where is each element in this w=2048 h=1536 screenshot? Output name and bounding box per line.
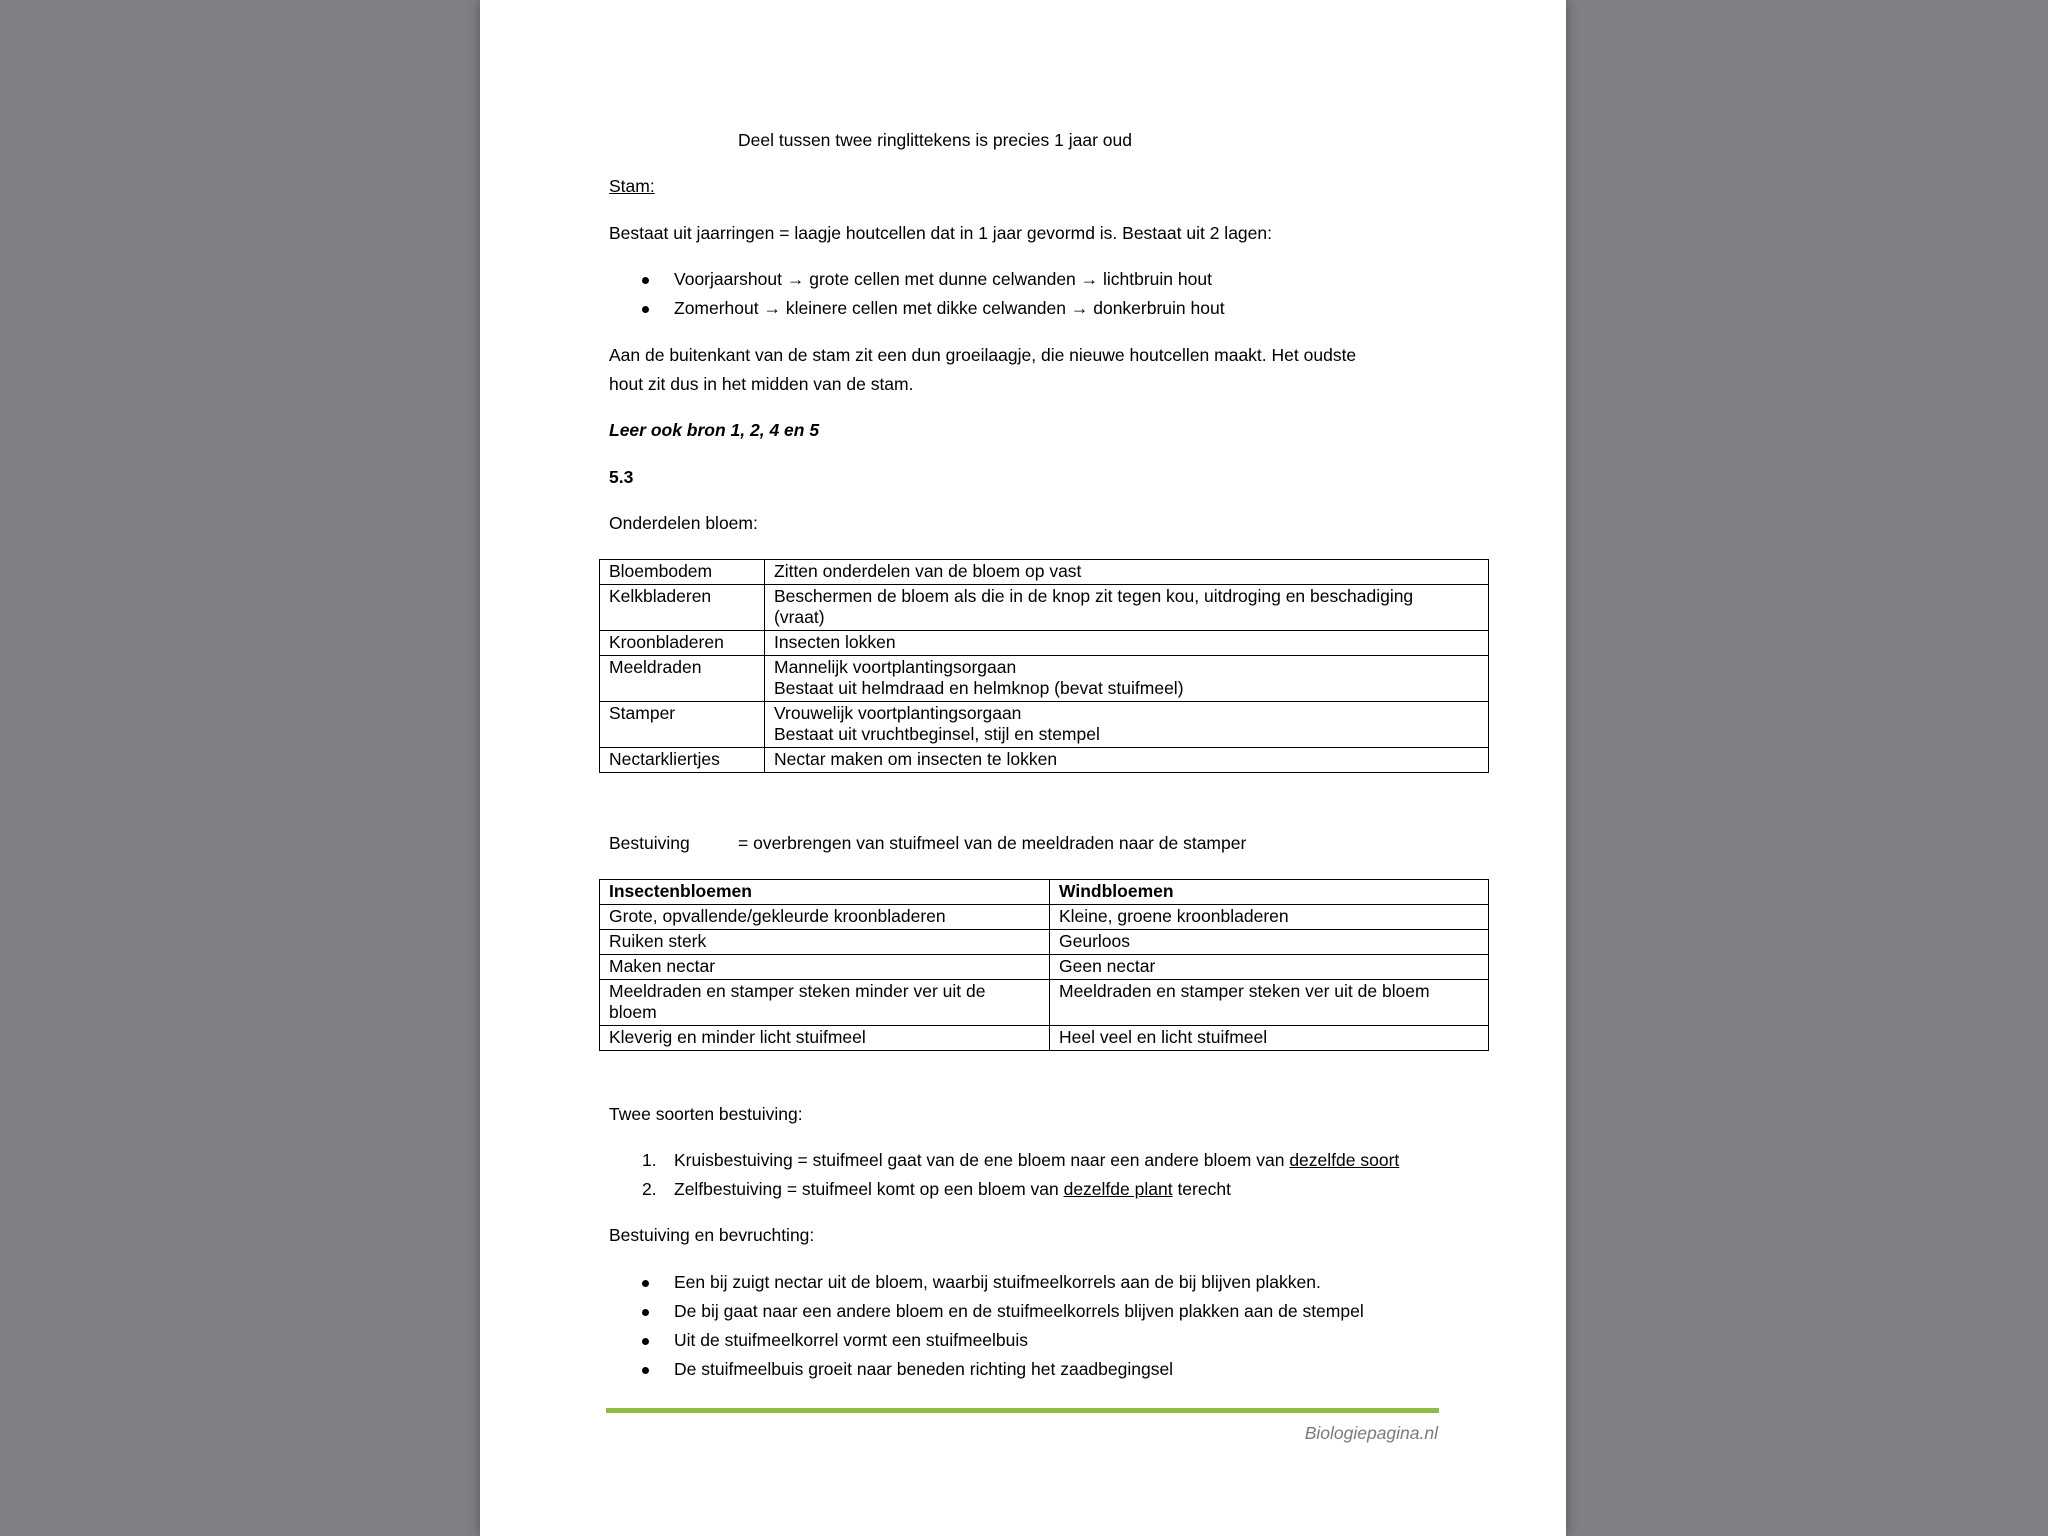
list-item-text (674, 1179, 1231, 1200)
part-description: Zitten onderdelen van de bloem op vast (774, 561, 1082, 581)
underlined-text: dezelfde plant (1063, 1179, 1173, 1199)
bullet-icon (642, 1280, 649, 1287)
part-description: (vraat) (774, 607, 825, 627)
part-name: Bloembodem (609, 561, 713, 581)
list-item-text: Zomerhout → kleinere cellen met dikke celwanden → donkerbruin hout (674, 298, 1225, 318)
part-name: Kelkbladeren (609, 586, 712, 606)
part-description: Bestaat uit vruchtbeginsel, stijl en stempel (774, 724, 1100, 744)
year-segment-line: Deel tussen twee ringlittekens is precies 1 jaar oud (738, 130, 1132, 150)
list-number: 2. (642, 1179, 657, 1199)
bullet-icon (642, 306, 649, 313)
wind-cell (1050, 930, 1489, 955)
underlined-text: dezelfde soort (1289, 1150, 1400, 1170)
column-header (1050, 880, 1489, 905)
table-row (600, 1026, 1489, 1051)
wind-cell (1050, 955, 1489, 980)
wind-cell (1050, 905, 1489, 930)
insect-cell (600, 930, 1050, 955)
text-segment: Kruisbestuiving = stuifmeel gaat van de ene bloem naar een andere bloem van (674, 1150, 1290, 1170)
list-item-text: Uit de stuifmeelkorrel vormt een stuifmeelbuis (674, 1330, 1029, 1350)
part-description-cell (765, 585, 1489, 631)
cell-text: Ruiken sterk (609, 931, 707, 951)
insect-cell (600, 955, 1050, 980)
part-description-cell (765, 656, 1489, 702)
flower-parts-table (599, 559, 1489, 773)
footer-site-name: Biologiepagina.nl (1304, 1423, 1438, 1443)
bullet-icon (642, 1338, 649, 1345)
list-item-text: Een bij zuigt nectar uit de bloem, waarbij stuifmeelkorrels aan de bij blijven plakken. (674, 1272, 1321, 1292)
table-header-row (600, 880, 1489, 905)
column-header (600, 880, 1050, 905)
pollination-types-heading: Twee soorten bestuiving: (609, 1104, 803, 1124)
part-description-cell (765, 560, 1489, 585)
part-description: Nectar maken om insecten te lokken (774, 749, 1058, 769)
list-item-text (674, 1150, 1399, 1171)
list-item-text: De bij gaat naar een andere bloem en de stuifmeelkorrels blijven plakken aan de stempel (674, 1301, 1364, 1321)
stam-heading: Stam: (609, 176, 655, 196)
table-row (600, 930, 1489, 955)
part-name-cell (600, 585, 765, 631)
cell-text: Kleverig en minder licht stuifmeel (609, 1027, 866, 1047)
wind-cell (1050, 980, 1489, 1026)
cell-text: Grote, opvallende/gekleurde kroonbladeren (609, 906, 946, 926)
part-name-cell (600, 560, 765, 585)
table-row (600, 980, 1489, 1026)
table-row (600, 748, 1489, 773)
section-number: 5.3 (609, 467, 634, 487)
cell-text: bloem (609, 1002, 657, 1022)
part-description-cell (765, 748, 1489, 773)
part-description: Beschermen de bloem als die in de knop zit tegen kou, uitdroging en beschadiging (774, 586, 1414, 606)
table-row (600, 560, 1489, 585)
part-description: Mannelijk voortplantingsorgaan (774, 657, 1017, 677)
insect-cell (600, 905, 1050, 930)
table-row (600, 702, 1489, 748)
cell-text: Heel veel en licht stuifmeel (1059, 1027, 1268, 1047)
wind-cell (1050, 1026, 1489, 1051)
table-row (600, 955, 1489, 980)
part-name: Stamper (609, 703, 676, 723)
table-row (600, 656, 1489, 702)
footer-rule (606, 1408, 1439, 1413)
stam-paragraph-line-2: hout zit dus in het midden van de stam. (609, 374, 914, 394)
part-name-cell (600, 656, 765, 702)
part-description: Bestaat uit helmdraad en helmknop (bevat stuifmeel) (774, 678, 1184, 698)
study-note: Leer ook bron 1, 2, 4 en 5 (609, 420, 820, 440)
part-description: Insecten lokken (774, 632, 896, 652)
document-page (480, 0, 1566, 1536)
bullet-icon (642, 277, 649, 284)
text-segment: terecht (1172, 1179, 1231, 1199)
part-name-cell (600, 702, 765, 748)
cell-text: Geurloos (1059, 931, 1131, 951)
cell-text: Meeldraden en stamper steken ver uit de bloem (1059, 981, 1430, 1001)
part-description-cell (765, 702, 1489, 748)
table-row (600, 631, 1489, 656)
part-name-cell (600, 631, 765, 656)
pollination-definition: = overbrengen van stuifmeel van de meeldraden naar de stamper (738, 833, 1247, 853)
part-name: Meeldraden (609, 657, 702, 677)
cell-text: Kleine, groene kroonbladeren (1059, 906, 1289, 926)
table-row (600, 905, 1489, 930)
text-segment: Zelfbestuiving = stuifmeel komt op een bloem van (674, 1179, 1064, 1199)
list-item-text: De stuifmeelbuis groeit naar beneden richting het zaadbegingsel (674, 1359, 1174, 1379)
part-name: Kroonbladeren (609, 632, 724, 652)
cell-text: Meeldraden en stamper steken minder ver uit de (609, 981, 986, 1001)
part-name: Nectarkliertjes (609, 749, 720, 769)
part-description: Vrouwelijk voortplantingsorgaan (774, 703, 1022, 723)
pollination-term: Bestuiving (609, 833, 690, 853)
column-header-label: Windbloemen (1059, 881, 1174, 901)
part-description-cell (765, 631, 1489, 656)
bullet-icon (642, 1309, 649, 1316)
table-row (600, 585, 1489, 631)
insect-cell (600, 980, 1050, 1026)
stam-intro: Bestaat uit jaarringen = laagje houtcellen dat in 1 jaar gevormd is. Bestaat uit 2 lagen: (609, 223, 1272, 243)
list-item-text: Voorjaarshout → grote cellen met dunne celwanden → lichtbruin hout (674, 269, 1212, 289)
insect-cell (600, 1026, 1050, 1051)
pollination-comparison-table (599, 879, 1489, 1051)
cell-text: Geen nectar (1059, 956, 1156, 976)
list-number: 1. (642, 1150, 657, 1170)
flower-parts-heading: Onderdelen bloem: (609, 513, 758, 533)
column-header-label: Insectenbloemen (609, 881, 752, 901)
part-name-cell (600, 748, 765, 773)
bullet-icon (642, 1367, 649, 1374)
fertilization-heading: Bestuiving en bevruchting: (609, 1225, 815, 1245)
stam-paragraph-line-1: Aan de buitenkant van de stam zit een dun groeilaagje, die nieuwe houtcellen maakt. Het oudste (609, 345, 1357, 365)
cell-text: Maken nectar (609, 956, 716, 976)
